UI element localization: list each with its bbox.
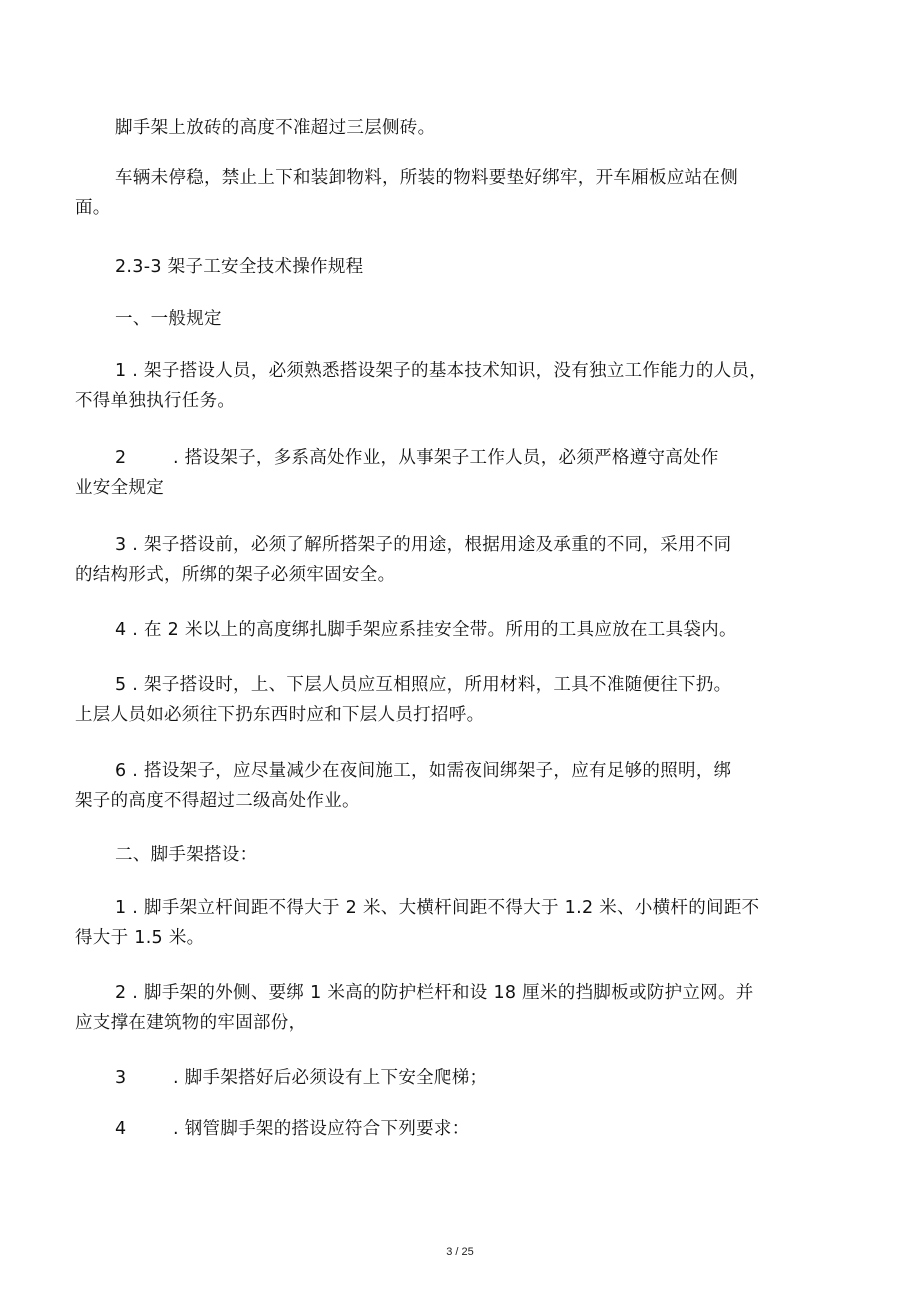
- text-line: 3 . 架子搭设前，必须了解所搭架子的用途，根据用途及承重的不同，采用不同: [115, 535, 732, 555]
- item-number: 2: [115, 448, 127, 468]
- text-line: 应支撑在建筑物的牢固部份，: [75, 1013, 307, 1033]
- text-line: 车辆未停稳，禁止上下和装卸物料，所装的物料要垫好绑牢，开车厢板应站在侧: [115, 168, 738, 188]
- paragraph-vehicle-loading: [75, 163, 845, 223]
- rule-item-5: [75, 670, 845, 730]
- scaffold-item-4: [75, 1114, 845, 1144]
- text-line: 2.3-3 架子工安全技术操作规程: [115, 257, 364, 277]
- item-number: 3: [115, 1068, 127, 1088]
- paragraph-brick-height: [75, 113, 845, 143]
- text-line: 一、一般规定: [115, 309, 222, 329]
- subsection-heading-general: [75, 304, 845, 334]
- rule-item-4: [75, 615, 845, 645]
- text-line: [75, 1063, 845, 1093]
- text-line: 4 . 在 2 米以上的高度绑扎脚手架应系挂安全带。所用的工具应放在工具袋内。: [115, 620, 737, 640]
- text-line: 2 . 脚手架的外侧、要绑 1 米高的防护栏杆和设 18 厘米的挡脚板或防护立网。并: [115, 983, 754, 1003]
- rule-item-3: [75, 530, 845, 590]
- text-line: 的结构形式，所绑的架子必须牢固安全。: [75, 565, 396, 585]
- page-indicator: 3 / 25: [446, 1246, 474, 1258]
- text-line: 不得单独执行任务。: [75, 391, 236, 411]
- text-line: [75, 1114, 845, 1144]
- text-line: 6 . 搭设架子，应尽量减少在夜间施工，如需夜间绑架子，应有足够的照明，绑: [115, 761, 732, 781]
- rule-item-2: [75, 443, 845, 503]
- scaffold-item-1: [75, 893, 845, 953]
- section-heading: [75, 252, 845, 282]
- text-line: 5 . 架子搭设时，上、下层人员应互相照应，所用材料，工具不准随便往下扔。: [115, 675, 732, 695]
- item-text: . 搭设架子，多系高处作业，从事架子工作人员，必须严格遵守高处作: [173, 448, 719, 468]
- text-line: 得大于 1.5 米。: [75, 928, 205, 948]
- subsection-heading-scaffold: [75, 840, 845, 870]
- text-line: 1 . 架子搭设人员，必须熟悉搭设架子的基本技术知识，没有独立工作能力的人员，: [115, 361, 768, 381]
- text-line: 1 . 脚手架立杆间距不得大于 2 米、大横杆间距不得大于 1.2 米、小横杆的间距不: [115, 898, 760, 918]
- text-line: 二、脚手架搭设：: [115, 845, 258, 865]
- text-line: 面。: [75, 198, 111, 218]
- item-number: 4: [115, 1119, 127, 1139]
- rule-item-6: [75, 756, 845, 816]
- text-line: [75, 443, 845, 473]
- scaffold-item-3: [75, 1063, 845, 1093]
- text-line: 脚手架上放砖的高度不准超过三层侧砖。: [115, 118, 436, 138]
- scaffold-item-2: [75, 978, 845, 1038]
- text-line: 架子的高度不得超过二级高处作业。: [75, 791, 360, 811]
- text-line: 上层人员如必须往下扔东西时应和下层人员打招呼。: [75, 705, 485, 725]
- rule-item-1: [75, 356, 845, 416]
- item-text: . 钢管脚手架的搭设应符合下列要求：: [173, 1119, 470, 1139]
- text-line: 业安全规定: [75, 478, 164, 498]
- item-text: . 脚手架搭好后必须设有上下安全爬梯；: [173, 1068, 488, 1088]
